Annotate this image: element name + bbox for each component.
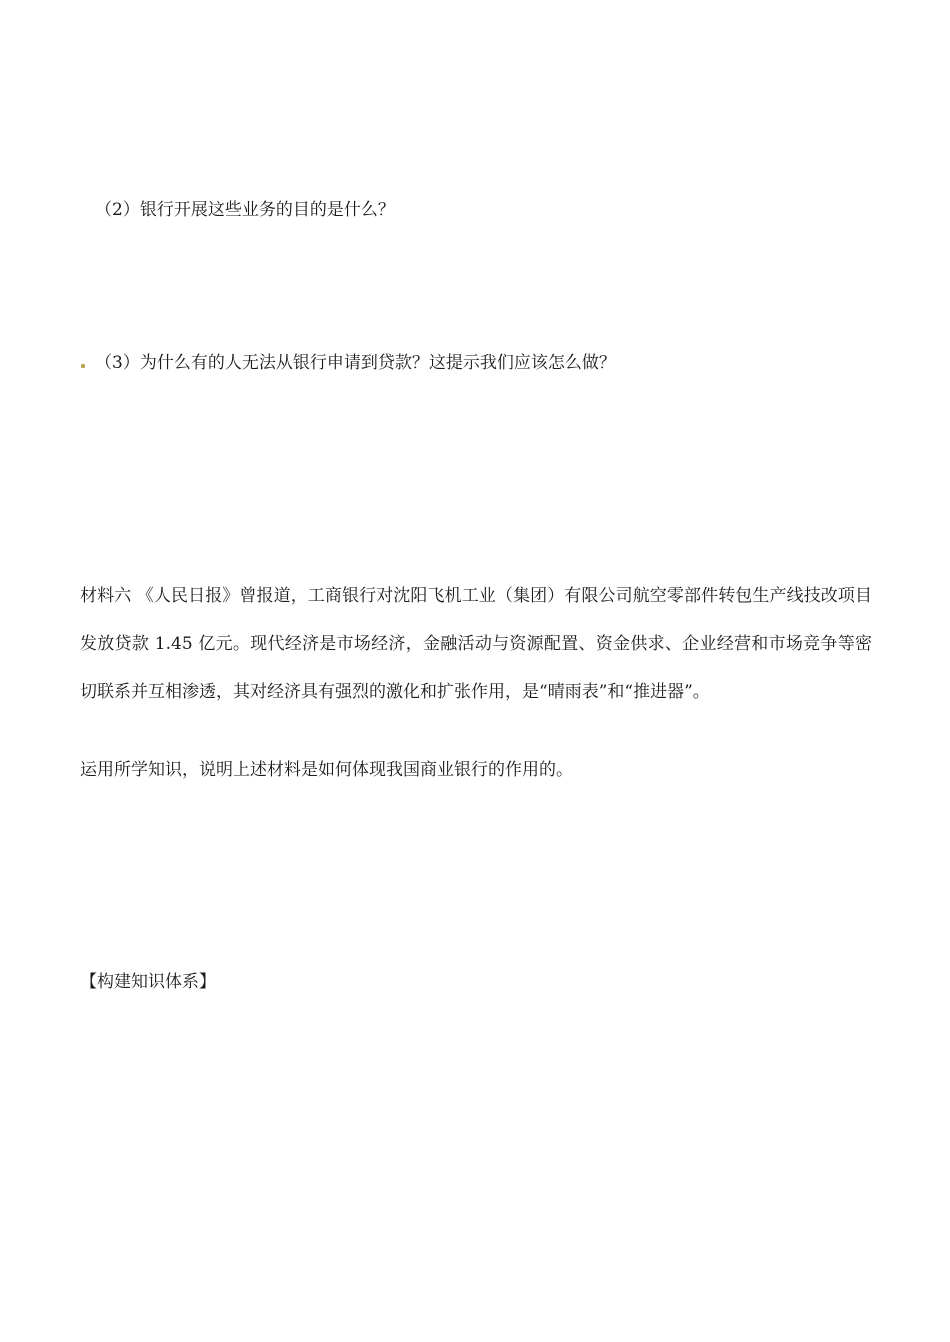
question-2: （2）银行开展这些业务的目的是什么？ <box>95 200 395 220</box>
section-heading: 【构建知识体系】 <box>80 972 216 992</box>
material-instruction: 运用所学知识，说明上述材料是如何体现我国商业银行的作用的。 <box>80 760 573 780</box>
question-3: （3）为什么有的人无法从银行申请到贷款？这提示我们应该怎么做？ <box>95 353 616 373</box>
material-six-paragraph: 材料六 《人民日报》曾报道，工商银行对沈阳飞机工业（集团）有限公司航空零部件转包生产线技改项目发放贷款 1.45 亿元。现代经济是市场经济，金融活动与资源配置、资金供求、企业经营和市场竞争等密切联系并互相渗透，其对经济具有强烈的激化和扩张作用，是“晴雨表”和“推进器”。 <box>80 586 872 702</box>
bullet-marker <box>81 364 85 368</box>
